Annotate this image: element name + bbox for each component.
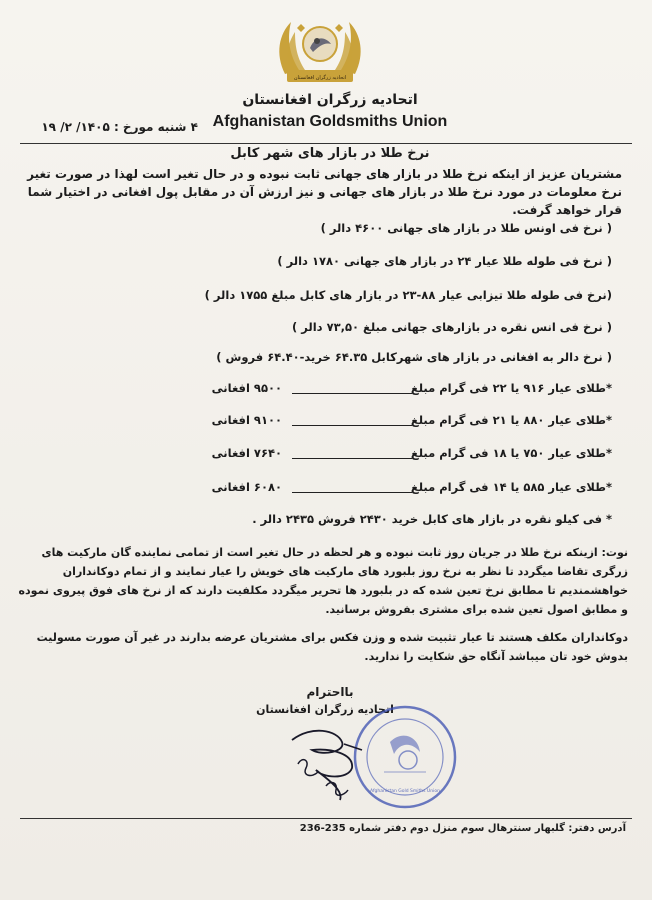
price-value: ۹۵۰۰ افغانی bbox=[211, 381, 282, 395]
rate-tola-kabul: (نرخ فی طوله طلا تیزابی عیار ۸۸-۲۳ در بازار های کابل مبلغ ۱۷۵۵ دالر ) bbox=[204, 288, 612, 302]
union-logo bbox=[265, 14, 375, 86]
fill-line bbox=[292, 425, 412, 426]
stamp-caption: Afghanistan Gold Smiths Union bbox=[370, 789, 440, 794]
silver-price: * فی کیلو نقره در بازار های کابل خرید ۲۴۳۰ فروش ۲۴۳۵ دالر . bbox=[252, 512, 612, 526]
price-row-18k bbox=[52, 446, 612, 466]
price-value: ۹۱۰۰ افغانی bbox=[211, 413, 282, 427]
rate-usd-afn: ( نرخ دالر به افغانی در بازار های شهرکابل ۶۴.۳۵ خرید-۶۴.۴۰ فروش ) bbox=[216, 350, 612, 364]
fill-line bbox=[292, 393, 412, 394]
document-title: نرخ طلا در بازار های شهر کابل bbox=[230, 146, 430, 161]
fill-line bbox=[292, 458, 412, 459]
price-label: *طلای عیار ۹۱۶ یا ۲۲ فی گرام مبلغ bbox=[410, 381, 612, 395]
rate-silver-world: ( نرخ فی انس نقره در بازارهای جهانی مبلغ ۷۳,۵۰ دالر ) bbox=[291, 320, 612, 334]
price-row-14k bbox=[52, 480, 612, 500]
document-date: ۴ شنبه مورخ : ۱۴۰۵/ ۲/ ۱۹ bbox=[41, 120, 198, 134]
price-label: *طلای عیار ۷۵۰ یا ۱۸ فی گرام مبلغ bbox=[410, 446, 612, 460]
price-label: *طلای عیار ۵۸۵ یا ۱۴ فی گرام مبلغ bbox=[410, 480, 612, 494]
note-paragraph: نوت: ازینکه نرخ طلا در جریان روز ثابت نبوده و هر لحظه در حال تغیر است از تمامی نماینده گان مارکیت های زرگری تقاضا میگردد تا نظر به نرخ روز بلبورد های مارکیت های خویش را عیار نمایند و از تمام دوکانداران خواهشمندیم تا مطابق نرخ تعین شده که در بلبورد ها تحریر میگردد مکلفیت دارند که از نرخ های فوق پیروی نموده و مطابق اصول تعین شده برای مشتری بفروش برسانید. bbox=[18, 546, 628, 616]
org-name-fa: اتحادیه زرگران افغانستان bbox=[242, 92, 418, 108]
rate-tola-world: ( نرخ فی طوله طلا عیار ۲۴ در بازار های جهانی ۱۷۸۰ دالر ) bbox=[277, 254, 612, 268]
logo-caption: اتحادیه زرگران افغانستان bbox=[293, 75, 347, 81]
vendor-obligation-paragraph: دوکانداران مکلف هستند تا عیار تثبیت شده و وزن فکس برای مشتریان عرضه بدارند در غیر آن صورت مسولیت بدوش خود تان میباشد آنگاه حق شکایت را ندارید. bbox=[36, 631, 628, 663]
signoff-org: اتحادیه زرگران افغانستان bbox=[256, 703, 394, 716]
footer-divider bbox=[20, 818, 632, 819]
regards: بااحترام bbox=[306, 685, 354, 699]
intro-paragraph: مشتریان عزیز از اینکه نرخ طلا در بازار های جهانی ثابت نبوده و در حال تغیر است لهذا در صورت تغیر نرخ معلومات در مورد نرخ طلا در بازار های جهانی و نیز ارزش آن در مقابل پول افغانی در اختیار شما قرار خواهد گرفت. bbox=[27, 167, 622, 217]
org-name-en: Afghanistan Goldsmiths Union bbox=[212, 113, 448, 130]
handwritten-signature bbox=[282, 720, 372, 805]
price-label: *طلای عیار ۸۸۰ یا ۲۱ فی گرام مبلغ bbox=[410, 413, 612, 427]
office-address: آدرس دفتر: گلبهار سنترهال سوم منزل دوم دفتر شماره 235-236 bbox=[299, 823, 626, 834]
rate-ounce-world: ( نرخ فی اونس طلا در بازار های جهانی ۴۶۰۰ دالر ) bbox=[320, 221, 612, 235]
price-row-21k bbox=[52, 413, 612, 433]
header-divider bbox=[20, 143, 632, 144]
price-value: ۷۶۴۰ افغانی bbox=[211, 446, 282, 460]
price-value: ۶۰۸۰ افغانی bbox=[211, 480, 282, 494]
fill-line bbox=[292, 492, 412, 493]
price-row-22k bbox=[52, 381, 612, 401]
